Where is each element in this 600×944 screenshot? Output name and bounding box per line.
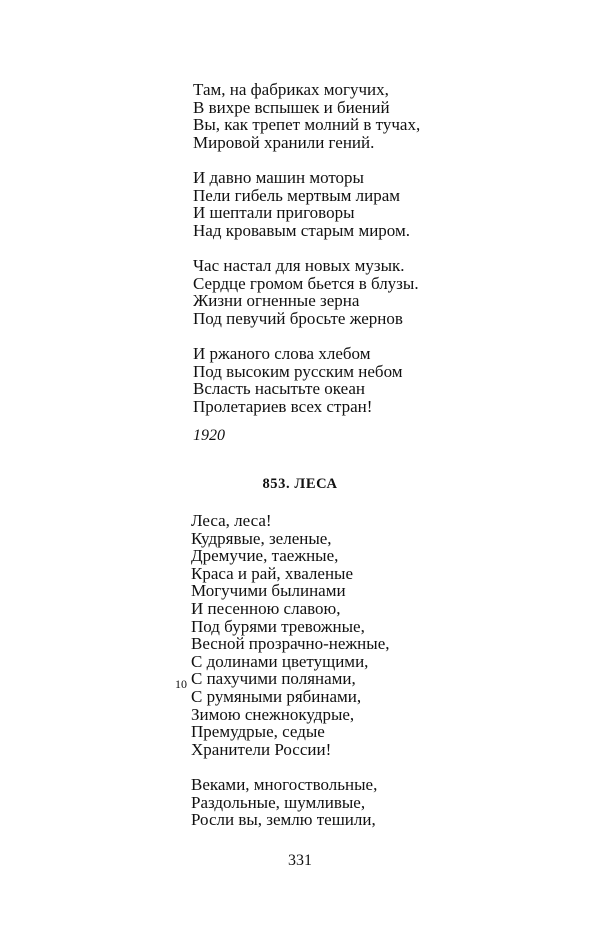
poem-line: Дремучие, таежные, — [191, 546, 339, 566]
poem-line: Всласть насытьте океан — [193, 379, 365, 399]
stanza-gap — [191, 758, 511, 776]
poem-line: В вихре вспышек и биений — [193, 97, 390, 117]
poem-line: С долинами цветущими, — [191, 651, 369, 671]
poem-two — [191, 512, 511, 829]
poem-line: С румяными рябинами, — [191, 686, 362, 706]
poem-line: Под бурями тревожные, — [191, 616, 365, 636]
poem-line: Раздольные, шумливые, — [191, 792, 366, 812]
poem-line: Вы, как трепет молний в тучах, — [193, 115, 421, 135]
poem-line: Там, на фабриках могучих, — [193, 80, 389, 99]
poem-title: 853. ЛЕСА — [262, 476, 338, 492]
poem-line: И давно машин моторы — [193, 167, 364, 187]
poem-line: Хранители России! — [191, 739, 332, 759]
stanza-gap — [193, 327, 493, 345]
poem-line: Кудрявые, зеленые, — [191, 528, 332, 548]
poem-line: Мировой хранили гений. — [193, 132, 375, 152]
poem-line: Пели гибель мертвым лирам — [193, 185, 401, 205]
stanza — [193, 257, 493, 327]
poem-line: Росли вы, землю тешили, — [191, 810, 376, 830]
poem-line: Под высоким русским небом — [193, 361, 403, 381]
page-number: 331 — [288, 852, 312, 869]
poem-line: Час настал для новых музык. — [193, 255, 405, 275]
poem-line: Жизни огненные зерна — [193, 291, 360, 311]
poem-line: И шептали приговоры — [193, 203, 355, 223]
poem-line: Весной прозрачно-нежные, — [191, 634, 390, 654]
poem-line: Премудрые, седые — [191, 722, 325, 742]
stanza — [193, 345, 493, 415]
poem-line: И песенною славою, — [191, 598, 341, 618]
poem-date: 1920 — [193, 427, 225, 445]
poem-line: Над кровавым старым миром. — [193, 220, 410, 240]
poem-line: Краса и рай, хваленые — [191, 563, 354, 583]
poem-line: Веками, многоствольные, — [191, 774, 378, 794]
poem-line: Пролетариев всех стран! — [193, 396, 373, 416]
poem-line: И ржаного слова хлебом — [193, 343, 371, 363]
poem-line: Сердце громом бьется в блузы. — [193, 273, 419, 293]
stanza — [191, 512, 511, 758]
stanza-gap — [193, 239, 493, 257]
poem-one — [193, 81, 493, 445]
poem-line: С пахучими полянами, — [191, 669, 356, 689]
poem-line: Зимою снежнокудрые, — [191, 704, 355, 724]
stanza-gap — [193, 151, 493, 169]
line-number-marker: 10 — [175, 677, 187, 691]
stanza — [193, 169, 493, 239]
poem-line: Могучими былинами — [191, 581, 346, 601]
stanza — [191, 776, 511, 829]
poem-line: Под певучий бросьте жернов — [193, 308, 403, 328]
stanza — [193, 81, 493, 151]
poem-line: Леса, леса! — [191, 511, 272, 530]
